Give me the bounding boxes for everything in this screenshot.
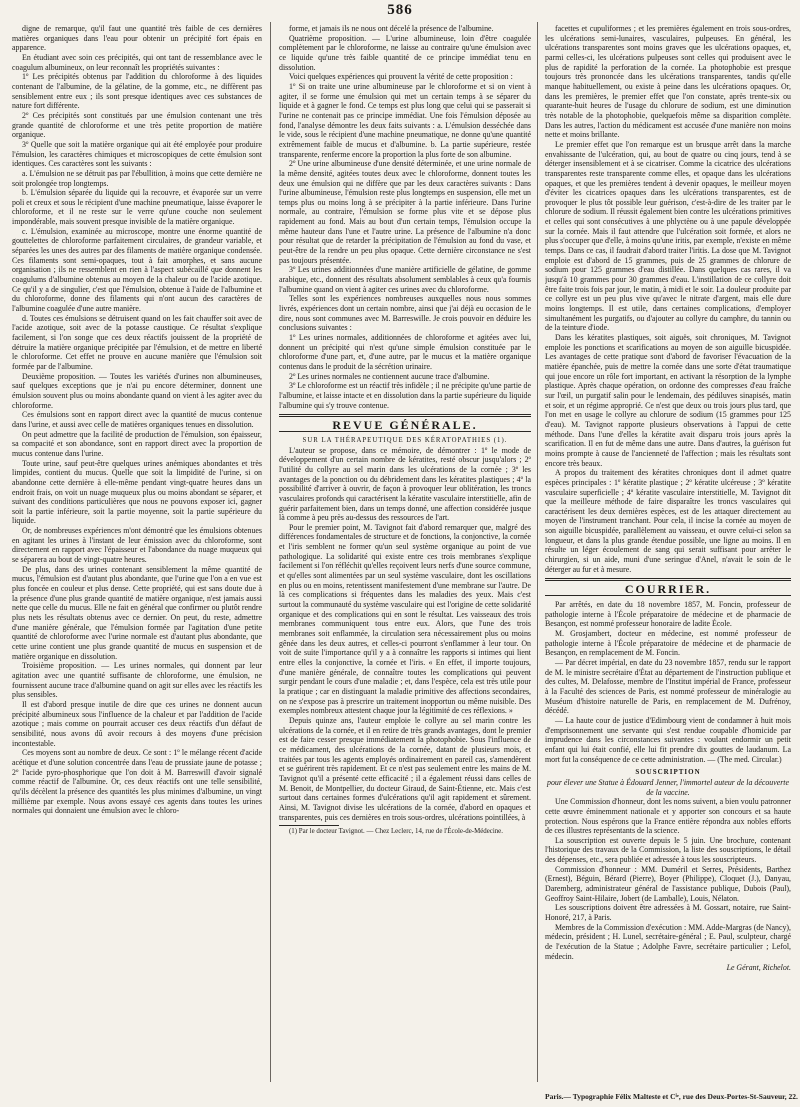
paragraph: 1º Les précipités obtenus par l'addition du chloroforme à des liquides contenant de l'albumine, de la gélatine, de la gomme, etc., ne diffèrent pas sensiblement entre eux ; ils sont presque identiques avec ces substances de nature fort différente.: [12, 72, 262, 111]
section-rule: [279, 414, 531, 415]
paragraph: 2º Une urine albumineuse d'une densité déterminée, et une urine normale de la même densité, agitées toutes deux avec le chloroforme, donnent toutes les deux une émulsion qui ne diffère que par les deux caractères suivants : Dans l'urine albumineuse, l'émulsion reste plus longtemps en suspension, elle met un temps plus ou moins long à se précipiter à la partie inférieure. Dans l'urine normale, au contraire, l'émulsion se forme plus vite et se dépose plus rapidement au fond. Mais au bout d'un certain temps, l'émulsion occupe la même hauteur dans l'une et l'autre urine. La présence de l'albumine n'a donc pour résultat que de retarder la précipitation de l'émulsion au fond du vase, et peut-être de la rendre un peu plus opaque. Cette dernière circonstance ne s'est pas toujours présentée.: [279, 159, 531, 265]
paragraph: digne de remarque, qu'il faut une quantité très faible de ces dernières matières organiques dans l'eau pour obtenir un précipité fort épais en apparence.: [12, 24, 262, 53]
section-rule: [545, 578, 791, 579]
paragraph: Voici quelques expériences qui prouvent la vérité de cette proposition :: [289, 72, 513, 82]
paragraph: Commission d'honneur : MM. Duméril et Serres, Présidents, Barthez (Ernest), Béguin, Bérard (Pierre), Boyer (Philippe), Cloquet (J.), Danyau, Daremberg, administrateur général de l'assistance publique, Dubois (Paul), Geoffroy Saint-Hilaire, Jobert (de Lamballe), Louis, Nélaton.: [545, 864, 791, 903]
footnote-rule: [279, 825, 339, 826]
paragraph: Pour le premier point, M. Tavignot fait d'abord remarquer que, malgré des différences fondamentales de structure et de fonctions, la conjonctive, la cornée et l'iris semblent ne former qu'un seul système organique au point de vue pathologique. La solidarité qui existe entre ces trois membranes s'explique facilement si l'on réfléchit qu'elles reçoivent leurs nerfs d'une source commune, et qu'elles sont alimentées par un seul système vasculaire, dont les oscillations en plus ou en moins, retentissent manifestement d'une membrane sur l'autre. De là ces complications si fréquentes dans les maladies des yeux. Mais c'est surtout la communauté du système vasculaire qui est l'origine de cette solidarité organique et des complications qui en sont le résultat. Les vaisseaux des trois membranes communiquent tous entre eux. Alors, que l'une des trois membranes soit enflammée, la circulation sera nécessairement plus ou moins gênée dans les deux autres, et celles-ci pourront s'enflammer à leur tour. On voit de suite l'importance qu'il y a à connaître les rapports si intimes qui lient entre elles la conjonctive, la cornée et l'iris. « En effet, il importe toujours, d'une manière générale, de connaître toutes les complications qui peuvent surgir pendant le cours d'une maladie ; et, dans l'espèce, cela est très utile pour la pratique ; car en distinguant la maladie primitive des affections secondaires, on ne s'expose pas à prescrire un traitement inopportun ou même nuisible. Des exemples nombreux attestent chaque jour la légitimité de ces réflexions. »: [279, 522, 531, 716]
paragraph: Membres de la Commission d'exécution : MM. Adde-Margras (de Nancy), médecin, président ; H. Lunel, secrétaire-général ; E. Paul, sculpteur, chargé de l'exécution de la Statue ; Adolphe Favre, secrétaire particulier ; Lefol, médecin.: [545, 922, 791, 961]
paragraph: Dans les kératites plastiques, soit aiguës, soit chroniques, M. Tavignot emploie les ponctions et scarifications au moyen de son aiguille bicuspidée. Les avantages de cette pratique sont d'abord de favoriser l'évacuation de la matière épanchée, puis de mettre la cornée dans une sorte d'état traumatique qui joue encore un rôle fort important, en activant la résorption de la lymphe plastique. Après chaque opération, on ordonne des compresses d'eau fraîche sur l'œil, un purgatif salin pour le lendemain, des pédiluves sinapisés, matin et soir, et un régime approprié. Ce n'est que deux ou trois jours plus tard, que l'on met en usage le collyre au chlorure de sodium (15 grammes pour 125 d'eau). M. Tavignot rapporte plusieurs observations à l'appui de cette méthode. Dans l'une d'elles la kératite avait disparu trois jours après la scarification. Il en fut de même dans une autre. Dans d'autres, la guérison fut moins prompte à cause de l'ancienneté de l'affection ; mais les résultats sont encore très beaux.: [545, 333, 791, 468]
column-left: [12, 24, 262, 1089]
paragraph: Telles sont les expériences nombreuses auxquelles nous nous sommes livrés, expériences dont un certain nombre, ainsi que j'ai déjà eu occasion de le dire, nous sont communes avec M. Barreswille. Je crois pouvoir en déduire les conclusions suivantes :: [279, 294, 531, 333]
paragraph: a. L'émulsion ne se détruit pas par l'ébullition, à moins que cette dernière ne soit prolongée trop longtemps.: [12, 168, 262, 188]
paragraph: d. Toutes ces émulsions se détruisent quand on les fait chauffer soit avec de l'acide azotique, soit avec de la potasse caustique. Ce résultat s'explique facilement, si l'on songe que ces deux réactifs jouissent de la propriété de détruire la matière organique précipitée par l'émulsion, et de mettre en liberté le chloroforme. Cet effet ne prouve en aucune manière que l'émulsion soit formée par de l'albumine.: [12, 313, 262, 371]
paragraph: facettes et cupuliformes ; et les premières également en trois sous-ordres, les ulcérations semi-lunaires, vasculaires, pulpeuses. En général, les ulcérations transparentes sont moins graves que les ulcérations opaques, et, parmi celles-ci, les ulcérations pulpeuses sont celles qui produisent avec le plus de rapidité la perforation de la cornée. La photophobie est presque toujours très prononcée dans les ulcérations transparentes, tandis qu'elle manque habituellement, ou existe à peine dans les ulcérations opaques. Or, dans les premières, le premier effet que l'on constate, après trente-six ou quarante-huit heures de l'usage du chlorure de sodium, est une diminution très notable de la photophobie, quelquefois même sa disparition complète. Dans les autres, l'action du médicament est accusée d'une manière non moins nette et moins brillante.: [545, 24, 791, 140]
section-title-courrier: COURRIER.: [624, 582, 712, 597]
paragraph: A propos du traitement des kératites chroniques dont il admet quatre espèces principales : 1º kératite plastique ; 2º kératite ulcéreuse ; 3º kératite vasculaire superficielle ; 4º kératite vasculaire interstitielle, M. Tavignot dit que la meilleure méthode de faire disparaître les troncs vasculaires qui caractérisent les deux dernières espèces, est de les attaquer directement au moyen de l'instrument tranchant. Pour cela, il incise la cornée au moyen de son aiguille bicuspidée, parallèlement au vaisseau, et ouvre celui-ci selon sa longueur, et dans la plus grande étendue possible, une ligne au moins. Il en résulte un léger écoulement de sang qui serait suffisant pour arrêter le chirurgien, si un aide, muni d'une seringue d'Anel, n'avait le soin de le déterger au fur et à mesure.: [545, 468, 791, 574]
paragraph: Depuis quinze ans, l'auteur emploie le collyre au sel marin contre les ulcérations de la cornée, et il en retire de très grands avantages, dont le premier est de faire cesser presque immédiatement la photophobie. Sous l'influence de ce médicament, des ulcérations de la cornée, datant de plusieurs mois, et traitées par tous les agents employés ordinairement en pareil cas, s'amendèrent et se guérirent très rapidement. Et ce n'est pas seulement entre les mains de M. Tavignot qu'il a présenté cette efficacité ; il a également réussi dans celles de M. Benoit, de Montpellier, du docteur Giraud, de Saint-Étienne, etc. Mais c'est surtout dans certaines formes d'ulcérations qu'il agit rapidement et sûrement. Ainsi, M. Tavignot divise les ulcérations de la cornée, d'abord en opaques et transparentes, puis ces dernières en trois sous-ordres, ulcérations pointillées, à: [279, 715, 531, 822]
paragraph: Le premier effet que l'on remarque est un brusque arrêt dans la marche envahissante de l'ulcération, qui, au bout de quatre ou cinq jours, tend à se déterger insensiblement et à se cicatriser. Comme la cicatrice des ulcérations transparentes reste transparente comme elles, et opaque dans les ulcérations opaques, et que les premières tendent à devenir opaques, le meilleur moyen d'éviter les cicatrices opaques dans les ulcérations transparentes, est de provoquer le plus tôt possible leur guérison, c'est-à-dire de les traiter par le chlorure de sodium. Il réussit également bien contre les ulcérations primitives et celles qui sont consécutives à une phlyctène ou à une papule développée sur la cornée. Mais il faut attendre que l'ulcération soit formée, et alors ne plus s'occuper que d'elle, à moins qu'une iritis, par exemple, n'existe en même temps. Dans ce cas, il faudrait d'abord traiter l'iritis. La dose que M. Tavignot emploie est d'abord de 15 grammes, puis de 25 grammes de chlorure de sodium pour 125 grammes d'eau distillée. Dans quelques cas rares, il va jusqu'à 10 grammes pour 30 grammes d'eau. L'instillation de ce collyre doit être faite trois fois par jour, le matin, à midi et le soir. La douleur produite par ce collyre est un peu plus vive qu'avec le nitrate d'argent, mais elle dure moins longtemps. Il est utile, dans certaines complications, d'employer simultanément les purgatifs, ou d'ajouter au collyre du camphre, du tannin ou de la teinture d'iode.: [545, 139, 791, 333]
paragraph: M. Grosjambert, docteur en médecine, est nommé professeur de pathologie interne à l'École préparatoire de médecine et de pharmacie de Besançon, en remplacement de M. Foncin.: [545, 629, 791, 658]
printer-imprint: Paris.— Typographie Félix Malteste et Cⁱᵉ, rue des Deux-Portes-St-Sauveur, 22.: [545, 1092, 798, 1101]
paragraph: c. L'émulsion, examinée au microscope, montre une énorme quantité de gouttelettes de chloroforme parfaitement circulaires, de grandeur variable, et séparées les unes des autres par des filaments de matière organique condensée. Ces filaments sont semi-opaques, tout à fait amorphes, et sans aucune organisation ; ils ne ressemblent en rien à l'aspect subécaillé que donnent les coagulums d'albumine obtenus au moyen de la chaleur ou de l'acide azotique. Ce qu'il y a de singulier, c'est que l'émulsion, obtenue à l'aide de l'albumine et du chloroforme, donne des filaments qui n'ont aucun des caractères de l'albumine coagulée d'une autre manière.: [12, 226, 262, 314]
paragraph: — Par décret impérial, en date du 23 novembre 1857, rendu sur le rapport de M. le ministre secrétaire d'État au département de l'instruction publique et des cultes, M. Delafosse, membre de l'Institut impérial de France, professeur à la Faculté des sciences de Paris, est nommé professeur de minéralogie au Muséum d'histoire naturelle de Paris, en remplacement de M. Dufrénoy, décédé.: [545, 658, 791, 716]
gerant-signature: Le Gérant, Richelot.: [726, 963, 791, 973]
souscription-title: SOUSCRIPTION: [635, 768, 701, 777]
paragraph: Quatrième proposition. — L'urine albumineuse, loin d'être coagulée complètement par le chloroforme, ne laisse au contraire qu'une émulsion avec ce liquide qu'une très faible quantité de ce principe immédiat tenu en dissolution.: [279, 33, 531, 72]
paragraph: b. L'émulsion séparée du liquide qui la recouvre, et évaporée sur un verre poli et creux et sous le récipient d'une machine pneumatique, laisse évaporer le chloroforme, et il ne reste sur le verre qu'une couche non seulement impondérable, mais souvent presque invisible de la matière organique.: [12, 188, 262, 227]
paragraph: forme, et jamais ils ne nous ont décelé la présence de l'albumine.: [289, 24, 494, 33]
column-divider: [537, 22, 538, 1082]
paragraph: Ces moyens sont au nombre de deux. Ce sont : 1º le mélange récent d'acide acétique et d'une solution concentrée dans l'eau de prussiate jaune de potasse ; 2º l'acide pyro-phosphorique que l'on doit à M. Barreswill d'avoir signalé comme réactif de l'albumine. Or, ces deux réactifs ont une telle sensibilité, qu'ils décèlent la présence des quantités les plus minimes d'albumine, un vingt millième par exemple. Nous avons essayé ces agents dans toutes les urines normales qui donnaient une émulsion avec le chloro-: [12, 748, 262, 816]
paragraph: Il est d'abord presque inutile de dire que ces urines ne donnent aucun précipité albumineux sous l'influence de la chaleur et par l'addition de l'acide azotique ; mais comme on pourrait accuser ces deux réactifs d'un défaut de sensibilité, nous avons dû avoir recours à des moyens d'une précision incontestable.: [12, 699, 262, 748]
paragraph: Or, de nombreuses expériences m'ont démontré que les émulsions obtenues en agitant les urines à l'instant de leur émission avec du chloroforme, sont directement en rapport avec l'épaisseur et l'abondance du nuage muqueux qui se séparera au bout de vingt-quatre heures.: [12, 526, 262, 565]
paragraph: En étudiant avec soin ces précipités, qui ont tant de ressemblance avec le coagulum albumineux, on leur reconnaît les propriétés suivantes :: [12, 52, 262, 72]
section-subtitle: SUR LA THÉRAPEUTIQUE DES KÉRATOPATHIES (1).: [302, 436, 508, 444]
paragraph: 2º Ces précipités sont constitués par une émulsion contenant une très grande quantité de chloroforme et une très petite proportion de matière organique.: [12, 110, 262, 140]
paragraph: Troisième proposition. — Les urines normales, qui donnent par leur agitation avec une quantité suffisante de chloroforme, une émulsion, ne fournissent aucune trace d'albumine quand on agit sur elles avec les réactifs les plus sensibles.: [12, 661, 262, 700]
paragraph: L'auteur se propose, dans ce mémoire, de démontrer : 1º le mode de développement d'un certain nombre de kératites, resté obscur jusqu'alors ; 2º l'utilité du collyre au sel marin dans les ulcérations de la cornée ; 3º les avantages de la ponction ou du débridement dans les kératites plastiques ; 4º la possibilité d'arriver à ouvrir, de façon à provoquer leur oblitération, les troncs vasculaires profonds qui caractérisent la kératite vasculaire interstitielle, afin de guérir parfaitement bien, dans un temps donné, une affection considérée jusque là comme à peu près au-dessus des ressources de l'art.: [279, 445, 531, 523]
paragraph: De plus, dans des urines contenant sensiblement la même quantité de mucus, l'émulsion est d'autant plus abondante, que l'urine que l'on a en vue est plus foncée en couleur et plus dense. Cette propriété, qui est sans doute due à la présence d'une plus grande quantité de matière organique, n'est jamais aussi nette que celle du mucus. Elle ne fait en général que confirmer ou plutôt rendre plus nets les résultats obtenus avec ce dernier. On peut, du reste, admettre d'une manière générale, que l'émulsion formée par l'agitation d'une petite quantité de chloroforme avec l'urine normale est d'autant plus abondante, que cette urine contient une plus grande quantité de mucus en suspension et de matière organique en dissolution.: [12, 564, 262, 661]
footnote: (1) Par le docteur Tavignot. — Chez Leclerc, 14, rue de l'École-de-Médecine.: [289, 828, 503, 836]
paragraph: Deuxième proposition. — Toutes les variétés d'urines non albumineuses, sauf quelques exceptions que je n'ai pu encore déterminer, donnent une émulsion souvent plus ou moins abondante quand on vient à les agiter avec du chloroforme.: [12, 371, 262, 410]
paragraph: Par arrêtés, en date du 18 novembre 1857, M. Foncin, professeur de pathologie interne à l'École préparatoire de médecine et de pharmacie de Besançon, est nommé professeur honoraire de ladite École.: [545, 600, 791, 629]
paragraph: 3º Quelle que soit la matière organique qui ait été employée pour produire l'émulsion, les caractères chimiques et microscopiques de cette émulsion sont identiques. Ces caractères sont les suivants :: [12, 139, 262, 169]
page-number: 586: [387, 2, 413, 18]
column-right: [545, 24, 791, 1089]
section-rule: [279, 416, 531, 417]
paragraph: On peut admettre que la facilité de production de l'émulsion, son épaisseur, sa compacité et son abondance, sont en rapport direct avec la proportion de mucus contenue dans l'urine.: [12, 429, 262, 458]
column-middle: [279, 24, 531, 1089]
paragraph: 2º Les urines normales ne contiennent aucune trace d'albumine.: [289, 371, 490, 381]
section-title-revue: REVUE GÉNÉRALE.: [332, 418, 478, 433]
paragraph: Ces émulsions sont en rapport direct avec la quantité de mucus contenue dans l'urine, et aussi avec celle de matières organiques tenues en dissolution.: [12, 410, 262, 429]
section-rule: [545, 580, 791, 581]
paragraph: Toute urine, sauf peut-être quelques urines anémiques abondantes et très limpides, contient du mucus. Quelle que soit la limpidité de l'urine, si on abandonne cette dernière à elle-même pendant vingt-quatre heures dans un endroit frais, on voit un nuage muqueux plus ou moins abondant se séparer, et suivant des conditions particulières que nous ne pouvons exposer ici, gagner soit la partie inférieure, soit la partie moyenne, soit la partie supérieure du liquide.: [12, 458, 262, 526]
paragraph: 3º Les urines additionnées d'une manière artificielle de gélatine, de gomme arabique, etc., donnent des résultats absolument semblables à ceux qu'a fournis l'albumine quand on vient à agiter ces urines avec du chloroforme.: [279, 265, 531, 294]
paragraph: Une Commission d'honneur, dont les noms suivent, a bien voulu patronner cette œuvre éminemment nationale et y apporter son concours et sa haute protection. Nous espérons que la France entière répondra aux nobles efforts de ces illustres représentants de la science.: [545, 797, 791, 836]
paragraph: Les souscriptions doivent être adressées à M. Gossart, notaire, rue Saint-Honoré, 217, à Paris.: [545, 903, 791, 923]
paragraph: 1º Si on traite une urine albumineuse par le chloroforme et si on vient à agiter, il se forme une émulsion qui met un certain temps à se séparer du liquide et à gagner le fond. Ce temps est plus long que celui qui se passerait si l'urine ne contenait pas ce principe immédiat. Une fois l'émulsion déposée au fond, l'analyse démontre les deux faits suivants : a. L'émulsion desséchée dans le vide, sous le récipient d'une machine pneumatique, ne donne qu'une quantité extrêmement faible de mucus et d'albumine. b. La partie supérieure, restée transparente, renferme encore la proportion la plus forte de son albumine.: [279, 81, 531, 159]
souscription-subtitle: pour élever une Statue à Édouard Jenner, l'immortel auteur de la découverte de la vaccine.: [547, 777, 789, 797]
paragraph: 1º Les urines normales, additionnées de chloroforme et agitées avec lui, donnent un précipité qui n'est qu'une simple émulsion constituée par le chloroforme d'une part, et, d'une autre, par le mucus et la matière organique contenus dans le produit de la sécrétion urinaire.: [279, 333, 531, 371]
paragraph: La souscription est ouverte depuis le 5 juin. Une brochure, contenant l'historique des travaux de la Commission, la liste des souscriptions, le détail des dépenses, etc., sera publiée et adressée à tous les souscripteurs.: [545, 835, 791, 865]
column-divider: [270, 22, 271, 1082]
paragraph: 3º Le chloroforme est un réactif très infidèle ; il ne précipite qu'une partie de l'albumine, et laisse intacte et en dissolution dans la partie supérieure du liquide l'albumine qui s'y trouve contenue.: [279, 381, 531, 410]
paragraph: — La haute cour de justice d'Edimbourg vient de condamner à huit mois d'emprisonnement une servante qui s'est rendue coupable d'homicide par imprudence dans les circonstances suivantes : voulant endormir un petit enfant qui lui était confié, elle lui fit prendre dix gouttes de laudanum. La mort fut la conséquence de ce cette administration. — (The med. Circular.): [545, 715, 791, 764]
